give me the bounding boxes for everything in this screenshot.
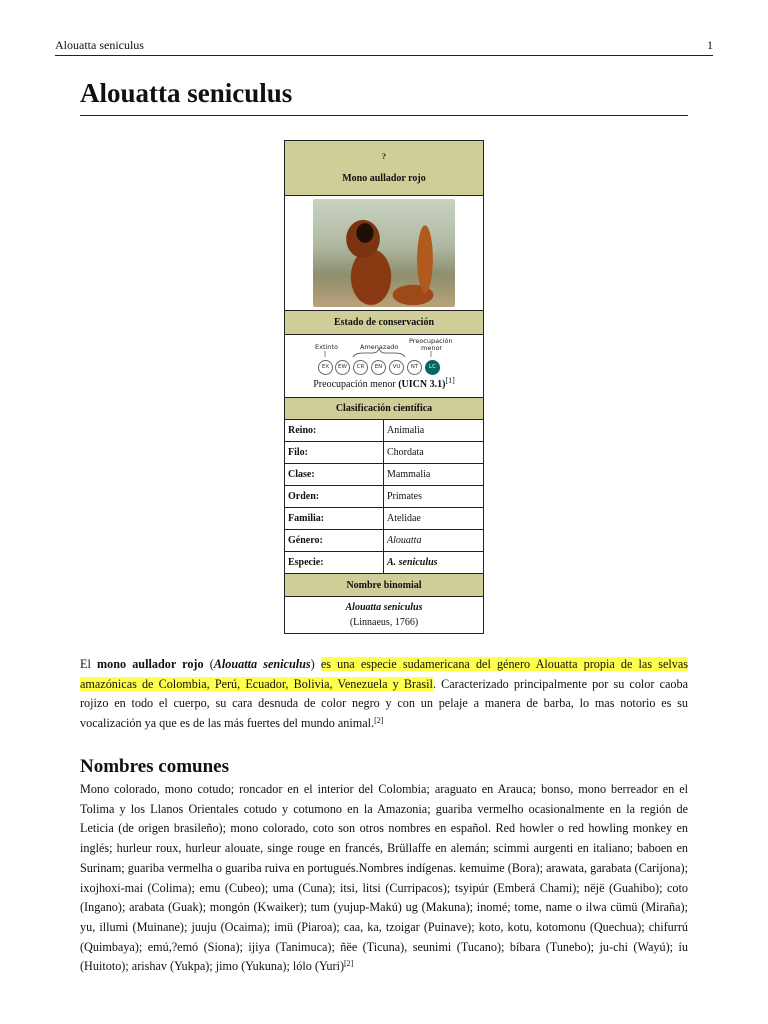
taxon-row	[285, 530, 484, 552]
taxobox	[284, 140, 484, 634]
conservation-header: Estado de conservación	[285, 311, 484, 335]
iucn-label-extinct: Extinto	[315, 343, 338, 351]
status-text: Preocupación menor	[313, 379, 396, 390]
binomial-header: Nombre binomial	[285, 574, 484, 597]
intro-paragraph	[80, 655, 688, 734]
taxon-value: Atelidae	[384, 508, 484, 530]
taxobox-image-cell	[285, 196, 484, 311]
taxon-label: Familia:	[285, 508, 384, 530]
iucn-cr-icon: CR	[353, 360, 368, 375]
taxon-label: Género:	[285, 530, 384, 552]
taxobox-top-mark: ?	[382, 152, 386, 161]
iucn-ex-icon: EX	[318, 360, 333, 375]
iucn-label-threatened: Amenazado	[360, 343, 399, 351]
binomial-author: (Linnaeus, 1766)	[349, 617, 419, 628]
taxon-row	[285, 442, 484, 464]
iucn-ew-icon: EW	[335, 360, 350, 375]
intro-text: (	[203, 657, 214, 671]
taxon-label: Reino:	[285, 420, 384, 442]
taxon-label: Clase:	[285, 464, 384, 486]
section-heading: Nombres comunes	[80, 756, 230, 777]
bold-common-name: mono aullador rojo	[96, 657, 204, 671]
iucn-lc-icon: LC	[425, 360, 440, 375]
classification-header: Clasificación científica	[285, 398, 484, 420]
binomial-cell	[285, 597, 484, 634]
running-header	[55, 37, 713, 56]
iucn-label-least-concern-2: menor	[421, 344, 443, 352]
intro-text: El	[80, 657, 97, 671]
taxon-row	[285, 420, 484, 442]
ref-link[interactable]: [2]	[374, 716, 384, 726]
intro-text: . Caracterizado principalmente por su color caoba rojizo en todo el cuerpo, su cara desnuda de color negro y con un pelaje a manera de barba, lo mas notorio es su vocalización ya que es de las más fuertes del mundo animal.	[80, 676, 688, 731]
taxon-value: Alouatta	[384, 530, 484, 552]
taxobox-header	[285, 141, 484, 196]
status-source: (UICN 3.1)	[398, 379, 446, 390]
iucn-status-cell	[285, 335, 484, 398]
taxon-value: Primates	[384, 486, 484, 508]
status-ref-link[interactable]: [1]	[445, 376, 455, 385]
iucn-scale	[285, 335, 483, 397]
italic-scientific-name: Alouatta seniculus	[213, 657, 311, 671]
taxon-label: Filo:	[285, 442, 384, 464]
taxon-row	[285, 464, 484, 486]
taxon-row	[285, 486, 484, 508]
conservation-status	[285, 376, 483, 390]
taxon-value: Chordata	[384, 442, 484, 464]
taxon-row	[285, 508, 484, 530]
page-title: Alouatta seniculus	[80, 78, 688, 116]
highlighted-text: es una especie sudamericana del género Alouatta propia de las selvas amazónicas de Colombia, Perú, Ecuador, Bolivia, Venezuela y Brasil	[80, 657, 688, 691]
taxon-label: Especie:	[285, 552, 384, 574]
page-number: 1	[707, 38, 713, 52]
taxon-row	[285, 552, 484, 574]
iucn-en-icon: EN	[371, 360, 386, 375]
taxon-value: A. seniculus	[384, 552, 484, 574]
common-names-paragraph	[80, 780, 688, 977]
binomial-name: Alouatta seniculus	[345, 602, 423, 613]
iucn-nt-icon: NT	[407, 360, 422, 375]
taxon-value: Mammalia	[384, 464, 484, 486]
iucn-label-least-concern-1: Preocupación	[409, 337, 453, 345]
taxon-label: Orden:	[285, 486, 384, 508]
ref-link[interactable]: [2]	[344, 959, 354, 969]
common-names-text: Mono colorado, mono cotudo; roncador en el interior del Colombia; araguato en Arauca; bonso, mono berreador en el Tolima y los Llanos Orientales cotudo y cotumono en la Amazonia; guariba vermelho ocasionalmente en la región de Leticia (de origen brasileño); mono colorado, coto son otros nombres en español. Red howler o red howling monkey en inglés; hurleur roux, hurleur alouate, singe rouge en francés, Brüllaffe en alemán; scimmi aurgenti en italiano; baboen en Surinam; guariba vermelha o guariba ruiva en portugués.Nombres indígenas. kemuime (Bora); arawata, garabata (Carijona); ixojhoxi-mai (Colima); emu (Cubeo); uma (Cuna); itsi, litsi (Curripacos); tsyipúr (Emberá Chami); nëjë (Guahibo); coto (Ingano); arabata (Guak); mongón (Kwaiker); tum (yujup-Makú) ug (Makuna); inomé; tome, name o ilwa cümü (Miraña); yu, illumi (Muinane); juuju (Ocaima); imü (Piaroa); caa, ka, tzoigar (Puinave); koto, kotu, kotomonu (Quechua); chifurrú (Quimbaya); emú,?emó (Siona); ijiya (Tanimuca); ñëe (Ticuna), seunimi (Tucano); bíbara (Tunebo); ju-chi (Wayú); íu (Huitoto); arishav (Yukpa); jimo (Yukuna); lólo (Yuri)	[80, 782, 688, 974]
running-title: Alouatta seniculus	[55, 38, 144, 52]
taxobox-common-name: Mono aullador rojo	[342, 173, 426, 184]
taxon-value: Animalia	[384, 420, 484, 442]
iucn-vu-icon: VU	[389, 360, 404, 375]
monkey-photo	[313, 199, 455, 307]
intro-text: )	[310, 657, 321, 671]
